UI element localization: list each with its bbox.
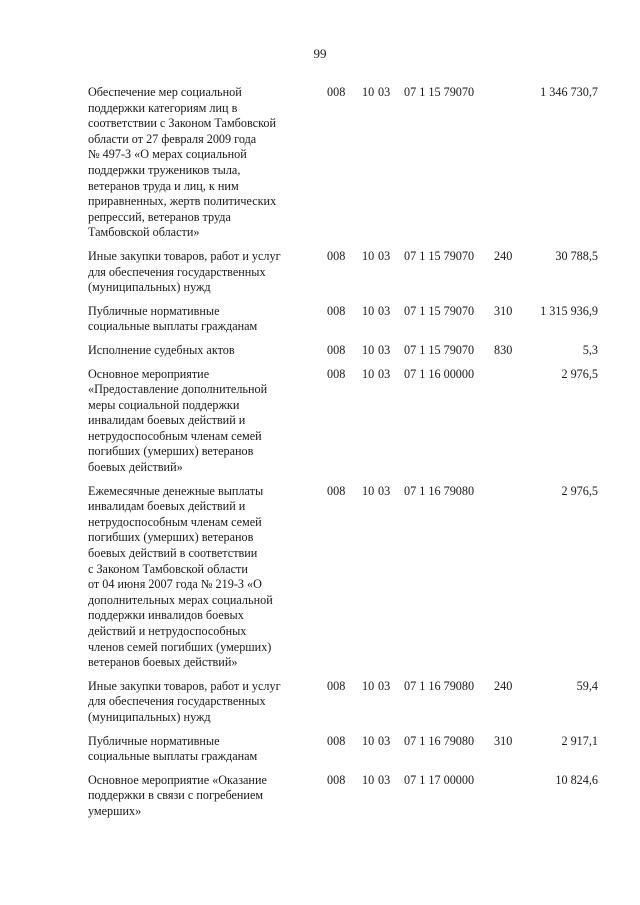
- amount: 59,4: [576, 678, 598, 693]
- description-line: Публичные нормативные: [88, 733, 220, 748]
- description-line: для обеспечения государственных: [88, 264, 266, 279]
- description-line: с Законом Тамбовской области: [88, 561, 248, 576]
- description-line: боевых действий»: [88, 460, 183, 475]
- description-line: меры социальной поддержки: [88, 397, 240, 412]
- description-line: Исполнение судебных актов: [88, 342, 235, 357]
- description-line: (муниципальных) нужд: [88, 280, 211, 295]
- description-line: приравненных, жертв политических: [88, 194, 277, 209]
- table-row: [0, 484, 640, 671]
- ministry-code: 008: [327, 248, 346, 263]
- section-code: 10: [362, 678, 375, 693]
- description-line: дополнительных мерах социальной: [88, 592, 273, 607]
- subsection-code: 03: [378, 733, 391, 748]
- row-description: [88, 484, 296, 671]
- expense-type-code: 310: [494, 733, 513, 748]
- section-code: 10: [362, 248, 375, 263]
- description-line: для обеспечения государственных: [88, 694, 266, 709]
- description-line: социальные выплаты гражданам: [88, 749, 258, 764]
- row-description: [88, 343, 296, 359]
- description-line: Ежемесячные денежные выплаты: [88, 483, 264, 498]
- expense-type-code: 310: [494, 303, 513, 318]
- table-row: [0, 367, 640, 476]
- description-line: ветеранов труда и лиц, к ним: [88, 178, 239, 193]
- description-line: поддержки в связи с погребением: [88, 788, 264, 803]
- ministry-code: 008: [327, 772, 346, 787]
- amount: 5,3: [582, 342, 598, 357]
- description-line: нетрудоспособным членам семей: [88, 428, 262, 443]
- description-line: поддержки тружеников тыла,: [88, 162, 241, 177]
- description-line: Публичные нормативные: [88, 303, 220, 318]
- table-row: [0, 734, 640, 765]
- description-line: действий и нетрудоспособных: [88, 624, 247, 638]
- description-line: Иные закупки товаров, работ и услуг: [88, 248, 281, 263]
- target-article-code: 07 1 16 00000: [404, 366, 475, 381]
- subsection-code: 03: [378, 303, 391, 318]
- amount: 10 824,6: [555, 772, 598, 787]
- section-code: 10: [362, 85, 375, 99]
- target-article-code: 07 1 17 00000: [404, 772, 475, 787]
- table-row: [0, 679, 640, 726]
- amount: 30 788,5: [555, 248, 598, 263]
- subsection-code: 03: [378, 248, 391, 263]
- ministry-code: 008: [327, 303, 346, 318]
- amount: 2 976,5: [561, 366, 598, 381]
- row-description: [88, 773, 296, 820]
- section-code: 10: [362, 303, 375, 318]
- target-article-code: 07 1 15 79070: [404, 303, 475, 318]
- row-description: [88, 249, 296, 296]
- section-code: 10: [362, 366, 375, 381]
- description-line: Тамбовской области»: [88, 225, 200, 240]
- section-code: 10: [362, 342, 375, 357]
- ministry-code: 008: [327, 366, 346, 381]
- description-line: области от 27 февраля 2009 года: [88, 131, 257, 146]
- amount: 2 917,1: [561, 733, 598, 748]
- description-line: инвалидам боевых действий и: [88, 499, 246, 514]
- amount: 1 315 936,9: [540, 303, 598, 318]
- description-line: соответствии с Законом Тамбовской: [88, 116, 276, 131]
- description-line: Обеспечение мер социальной: [88, 85, 242, 99]
- description-line: Основное мероприятие: [88, 366, 210, 381]
- expense-type-code: 240: [494, 248, 513, 263]
- expense-type-code: 240: [494, 678, 513, 693]
- ministry-code: 008: [327, 733, 346, 748]
- ministry-code: 008: [327, 342, 346, 357]
- row-description: [88, 304, 296, 335]
- description-line: членов семей погибших (умерших): [88, 639, 272, 654]
- ministry-code: 008: [327, 678, 346, 693]
- description-line: погибших (умерших) ветеранов: [88, 444, 254, 459]
- expense-type-code: 830: [494, 342, 513, 357]
- description-line: «Предоставление дополнительной: [88, 382, 268, 397]
- row-description: [88, 734, 296, 765]
- description-line: от 04 июня 2007 года № 219-З «О: [88, 577, 262, 592]
- row-description: [88, 367, 296, 476]
- table-row: [0, 773, 640, 820]
- amount: 1 346 730,7: [540, 85, 598, 99]
- target-article-code: 07 1 15 79070: [404, 342, 475, 357]
- ministry-code: 008: [327, 85, 346, 99]
- subsection-code: 03: [378, 772, 391, 787]
- table-row: [0, 85, 640, 241]
- subsection-code: 03: [378, 366, 391, 381]
- description-line: социальные выплаты гражданам: [88, 319, 258, 334]
- ministry-code: 008: [327, 483, 346, 498]
- target-article-code: 07 1 16 79080: [404, 678, 475, 693]
- description-line: боевых действий в соответствии: [88, 546, 258, 561]
- target-article-code: 07 1 15 79070: [404, 85, 475, 99]
- target-article-code: 07 1 16 79080: [404, 483, 475, 498]
- description-line: поддержки инвалидов боевых: [88, 608, 244, 623]
- description-line: Основное мероприятие «Оказание: [88, 772, 267, 787]
- subsection-code: 03: [378, 483, 391, 498]
- description-line: (муниципальных) нужд: [88, 709, 211, 724]
- target-article-code: 07 1 16 79080: [404, 733, 475, 748]
- description-line: Иные закупки товаров, работ и услуг: [88, 678, 281, 693]
- table-row: [0, 304, 640, 335]
- description-line: ветеранов боевых действий»: [88, 655, 238, 670]
- description-line: репрессий, ветеранов труда: [88, 209, 231, 224]
- description-line: погибших (умерших) ветеранов: [88, 530, 254, 545]
- section-code: 10: [362, 483, 375, 498]
- description-line: № 497-З «О мерах социальной: [88, 147, 247, 162]
- amount: 2 976,5: [561, 483, 598, 498]
- description-line: нетрудоспособным членам семей: [88, 514, 262, 529]
- description-line: поддержки категориям лиц в: [88, 100, 238, 115]
- section-code: 10: [362, 772, 375, 787]
- table-row: [0, 343, 640, 359]
- row-description: [88, 85, 296, 241]
- budget-table: [0, 85, 640, 828]
- subsection-code: 03: [378, 85, 391, 99]
- description-line: умерших»: [88, 803, 142, 818]
- page-number: 99: [313, 46, 327, 61]
- table-row: [0, 249, 640, 296]
- subsection-code: 03: [378, 678, 391, 693]
- description-line: инвалидам боевых действий и: [88, 413, 246, 428]
- row-description: [88, 679, 296, 726]
- subsection-code: 03: [378, 342, 391, 357]
- section-code: 10: [362, 733, 375, 748]
- target-article-code: 07 1 15 79070: [404, 248, 475, 263]
